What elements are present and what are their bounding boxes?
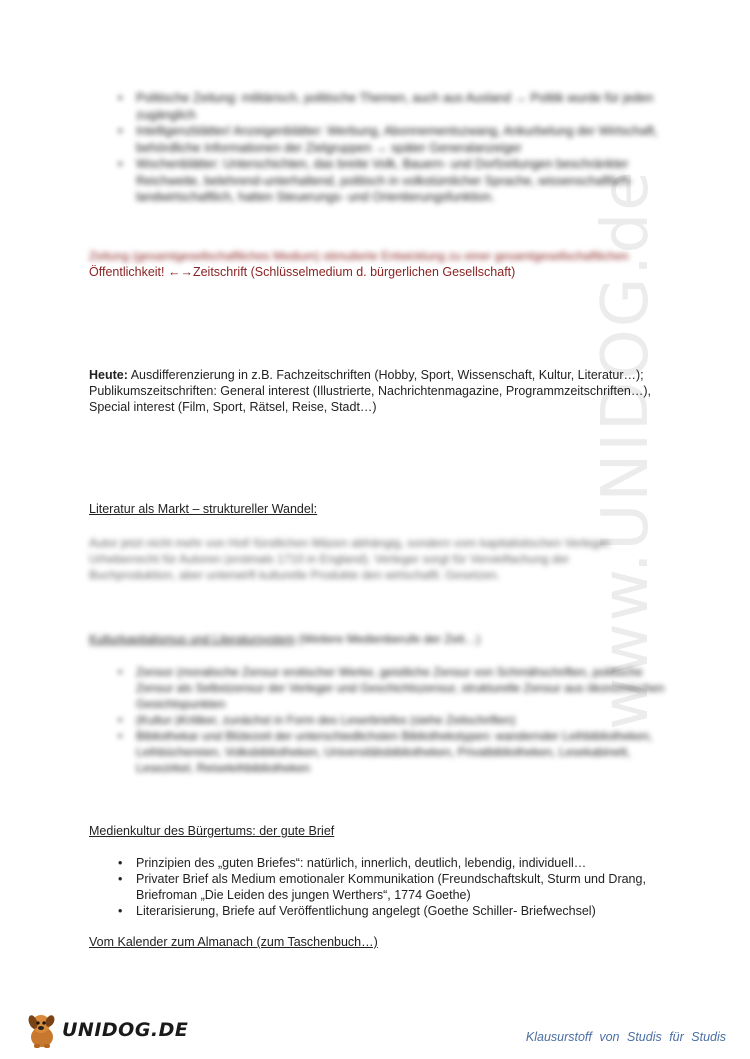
medienkultur-heading: Medienkultur des Bürgertums: der gute Brief: [89, 824, 335, 838]
list-item: • Zensor (moralische Zensur erotischer Werke, geistliche Zensur von Schmähschriften, politische Zensur als Selbstzensur der Verleger und Geschichtszensur, strukturelle Zensur aus ökonomischen Gesichtspunkten: [112, 664, 672, 712]
list-item-text: Prinzipien des „guten Briefes“: natürlich, innerlich, deutlich, lebendig, individuell…: [136, 856, 587, 870]
list-item: • Bibliothekar und Blütezeit der unterschiedlichsten Bibliothekstypen: wandernder Leihbibliotheken, Leihbüchereien, Volksbibliotheken, Universitätsbibliotheken, Privatbibliotheken, Lesekabinett, Lesezirkel, Reiseleihbibliotheken: [112, 728, 672, 776]
kultur-heading: [89, 631, 480, 648]
list-item: [112, 903, 712, 919]
dog-mascot-icon: [24, 1010, 60, 1050]
heute-line-3: Special interest (Film, Sport, Rätsel, Reise, Stadt…): [89, 400, 377, 414]
medienkultur-bullet-list: [112, 855, 712, 919]
red-paragraph-line-1: Zeitung (gesamtgesellschaftliches Medium) stimulierte Entwicklung zu einer gesamtgesellschaftlichen: [89, 249, 629, 263]
list-item-text: Briefroman „Die Leiden des jungen Werthers“, 1774 Goethe): [136, 888, 471, 902]
kalender-heading: Vom Kalender zum Almanach (zum Taschenbuch…): [89, 935, 378, 949]
list-item-text: • Privater Brief als Medium emotionaler Kommunikation (Freundschaftskult, Sturm und Drang,: [136, 872, 646, 886]
list-item: [112, 871, 712, 903]
list-item: • (Kultur-)Kritiker, zunächst in Form des Leserbriefes (siehe Zeitschriften): [112, 712, 672, 728]
logo-text: UNIDOG.DE: [62, 1019, 189, 1041]
list-item: • Politische Zeitung: militärisch, politische Themen, auch aus Ausland → Politik wurde für jeden zugänglich: [112, 90, 664, 123]
literatur-paragraph: [89, 535, 689, 583]
list-item: • Wochenblätter: Unterschichten, das breite Volk, Bauern- und Dorfzeitungen beschränkter Reichweite, belehrend-unterhaltend, politisch in volkstümlicher Sprache, wissenschaftlich-landwirtschaftlich, hatten Steuerungs- und Orientierungsfunktion.: [112, 156, 664, 206]
heute-line-2: Publikumszeitschriften: General interest (Illustrierte, Nachrichtenmagazine, Programmzeitschriften…),: [89, 384, 652, 398]
unidog-logo: [24, 1008, 188, 1052]
footer-tagline: Klausurstoff von Studis für Studis: [525, 1030, 726, 1044]
heute-label: Heute:: [89, 368, 128, 382]
literatur-heading: Literatur als Markt – struktureller Wandel:: [89, 502, 318, 516]
blurred-bullet-list-2: [112, 664, 672, 776]
watermark-text: www.UNIDOG.de: [589, 169, 663, 730]
list-item: [112, 855, 712, 871]
red-paragraph: [89, 248, 709, 280]
literatur-line-1: Autor jetzt nicht mehr von Hof/ fürstlichen Mäzen abhängig, sondern vom kapitalistischen Verleger.: [89, 536, 612, 550]
list-item-text: Literarisierung, Briefe auf Veröffentlichung angelegt (Goethe Schiller- Briefwechsel): [136, 904, 596, 918]
heute-paragraph: [89, 367, 709, 415]
literatur-line-2: Urheberrecht für Autoren (erstmals 1710 in England). Verleger sorgt für Vervielfachung der: [89, 552, 570, 566]
red-paragraph-line-2: Öffentlichkeit! ←→Zeitschrift (Schlüsselmedium d. bürgerlichen Gesellschaft): [89, 265, 516, 279]
kultur-heading-suffix: (Weitere Medienberufe der Zeit…): [295, 632, 481, 646]
list-item: • Intelligenzblätter/ Anzeigenblätter: Werbung, Abonnementszwang, Ankurbelung der Wirtschaft, behördliche Informationen der Zielgruppen → später Generalanzeiger: [112, 123, 664, 156]
heute-line-1: Ausdifferenzierung in z.B. Fachzeitschriften (Hobby, Sport, Wissenschaft, Kultur, Literatur…);: [127, 368, 644, 382]
literatur-line-3: Buchproduktion, aber unterwirft kulturelle Produkte den wirtschaftl. Gesetzen.: [89, 568, 500, 582]
kultur-heading-main: Kulturkapitalismus und Literatursystem: [89, 632, 296, 646]
blurred-bullet-list-1: [112, 90, 664, 206]
